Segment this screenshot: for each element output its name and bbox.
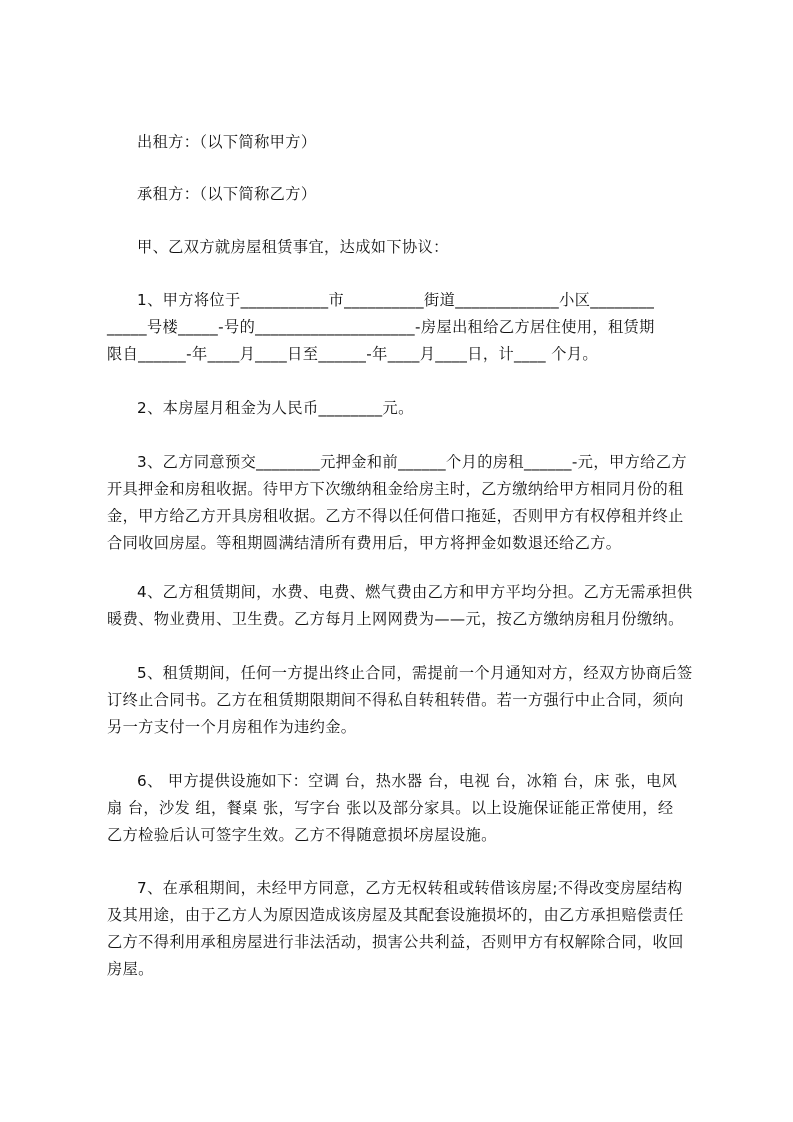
clause7-line3: 乙方不得利用承租房屋进行非法活动，损害公共利益，否则甲方有权解除合同，收回 (107, 933, 684, 951)
clause6-line3: 乙方检验后认可签字生效。乙方不得随意损坏房屋设施。 (107, 826, 497, 844)
clause5-line2: 订终止合同书。乙方在租赁期限期间不得私自转租转借。若一方强行中止合同，须向 (107, 691, 684, 709)
clause7-line2: 及其用途，由于乙方人为原因造成该房屋及其配套设施损坏的，由乙方承担赔偿责任 (107, 906, 684, 924)
clause1-line2: _____号楼_____-号的____________________-房屋出租给乙方居住使用，租赁期 (107, 318, 655, 336)
lessor-line: 出租方：（以下简称甲方） (137, 133, 317, 151)
clause7-line4: 房屋。 (107, 960, 154, 978)
clause4-line2: 暖费、物业费用、卫生费。乙方每月上网网费为——元，按乙方缴纳房租月份缴纳。 (107, 610, 684, 628)
clause1-line3: 限自______-年____月____日至______-年____月____日，计____ 个月。 (107, 345, 599, 363)
clause4-line1: 4、乙方租赁期间，水费、电费、燃气费由乙方和甲方平均分担。乙方无需承担供 (137, 583, 693, 601)
clause7-line1: 7、在承租期间，未经甲方同意，乙方无权转租或转借该房屋;不得改变房屋结构 (137, 879, 683, 897)
clause5-line3: 另一方支付一个月房租作为违约金。 (107, 718, 357, 736)
clause3-line2: 开具押金和房租收据。待甲方下次缴纳租金给房主时，乙方缴纳给甲方相同月份的租 (107, 480, 684, 498)
lessee-line: 承租方：（以下简称乙方） (137, 185, 317, 203)
clause6-line1: 6、 甲方提供设施如下：空调 台，热水器 台，电视 台，冰箱 台，床 张，电风 (137, 772, 678, 790)
clause2-line1: 2、本房屋月租金为人民币________元。 (137, 399, 414, 417)
clause3-line4: 合同收回房屋。等租期圆满结清所有费用后，甲方将押金如数退还给乙方。 (107, 534, 622, 552)
clause3-line3: 金，甲方给乙方开具房租收据。乙方不得以任何借口拖延，否则甲方有权停租并终止 (107, 507, 684, 525)
clause6-line2: 扇 台，沙发 组，餐桌 张，写字台 张以及部分家具。以上设施保证能正常使用，经 (107, 799, 674, 817)
intro-line: 甲、乙双方就房屋租赁事宜，达成如下协议： (137, 238, 449, 256)
clause5-line1: 5、租赁期间，任何一方提出终止合同，需提前一个月通知对方，经双方协商后签 (137, 664, 693, 682)
clause1-line1: 1、甲方将位于___________市__________街道_____________小区________ (137, 291, 655, 309)
clause3-line1: 3、乙方同意预交________元押金和前______个月的房租______-元，甲方给乙方 (137, 453, 687, 471)
